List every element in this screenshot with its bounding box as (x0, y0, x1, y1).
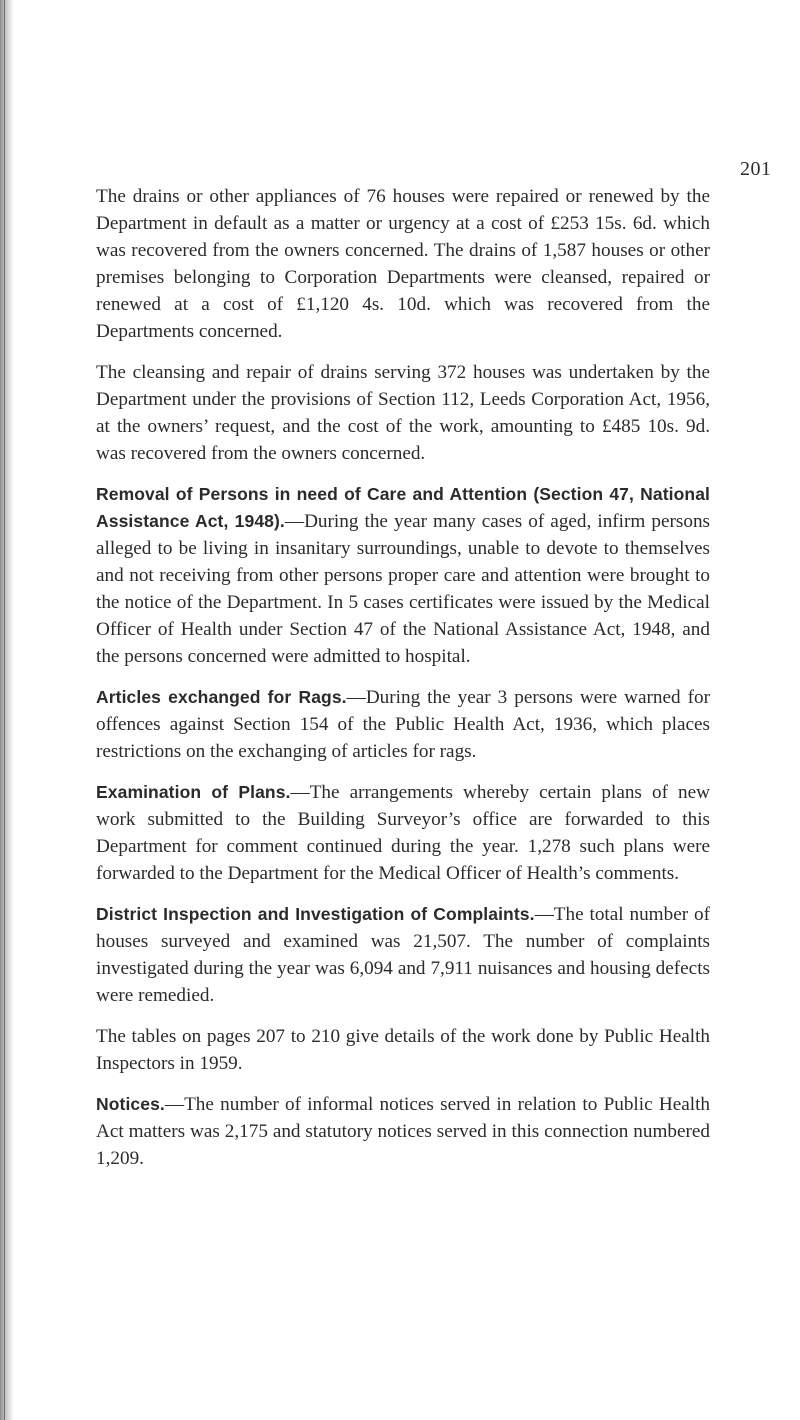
paragraph-text: The drains or other appliances of 76 houses were repaired or renewed by the Department in default as a matter or urgency at a cost of £253 15s. 6d. which was recovered from the owners concerned. The drains of 1,587 houses or other premises belonging to Corporation Departments were cleansed, repaired or renewed at a cost of £1,120 4s. 10d. which was recovered from the Departments concerned. (96, 186, 710, 342)
paragraph-text: —During the year 3 persons were warned for offences against Section 154 of the Public Health Act, 1936, which places restrictions on the exchanging of articles for rags. (96, 687, 710, 762)
paragraph-text: —The arrangements whereby certain plans of new work submitted to the Building Surveyor’s office are forwarded to this Department for comment continued during the year. 1,278 such plans were forwarded to the Department for the Medical Officer of Health’s comments. (96, 782, 710, 884)
paragraph-text: —The number of informal notices served in relation to Public Health Act matters was 2,175 and statutory notices served in this connection numbered 1,209. (96, 1094, 710, 1169)
paragraph-text: —During the year many cases of aged, infirm persons alleged to be living in insanitary surroundings, unable to devote to themselves and not receiving from other persons proper care and attention were brought to the notice of the Department. In 5 cases certificates were issued by the Medical Officer of Health under Section 47 of the National Assistance Act, 1948, and the persons concerned were admitted to hospital. (96, 511, 710, 667)
paragraph-drain-repairs (96, 183, 710, 345)
paragraph-articles-for-rags (96, 684, 710, 765)
paragraph-drain-cleansing (96, 359, 710, 467)
paragraph-examination-of-plans (96, 779, 710, 887)
paragraph-text: The tables on pages 207 to 210 give details of the work done by Public Health Inspectors in 1959. (96, 1026, 710, 1074)
paragraph-removal-of-persons (96, 481, 710, 670)
paragraph-text: —The total number of houses surveyed and examined was 21,507. The number of complaints investigated during the year was 6,094 and 7,911 nuisances and housing defects were remedied. (96, 904, 710, 1006)
section-heading: Notices. (96, 1094, 165, 1114)
section-heading: District Inspection and Investigation of Complaints. (96, 904, 535, 924)
section-heading: Examination of Plans. (96, 782, 291, 802)
page-binding-line (4, 0, 5, 1420)
section-heading: Articles exchanged for Rags. (96, 687, 347, 707)
page-number: 201 (740, 158, 772, 180)
section-heading: Removal of Persons in need of Care and Attention (Section 47, National Assistance Act, 1948). (96, 484, 710, 531)
paragraph-district-inspection (96, 901, 710, 1009)
document-body (96, 183, 710, 1186)
paragraph-notices (96, 1091, 710, 1172)
page-binding-shadow (0, 0, 14, 1420)
paragraph-tables-reference (96, 1023, 710, 1077)
paragraph-text: The cleansing and repair of drains serving 372 houses was undertaken by the Department under the provisions of Section 112, Leeds Corporation Act, 1956, at the owners’ request, and the cost of the work, amounting to £485 10s. 9d. was recovered from the owners concerned. (96, 362, 710, 464)
